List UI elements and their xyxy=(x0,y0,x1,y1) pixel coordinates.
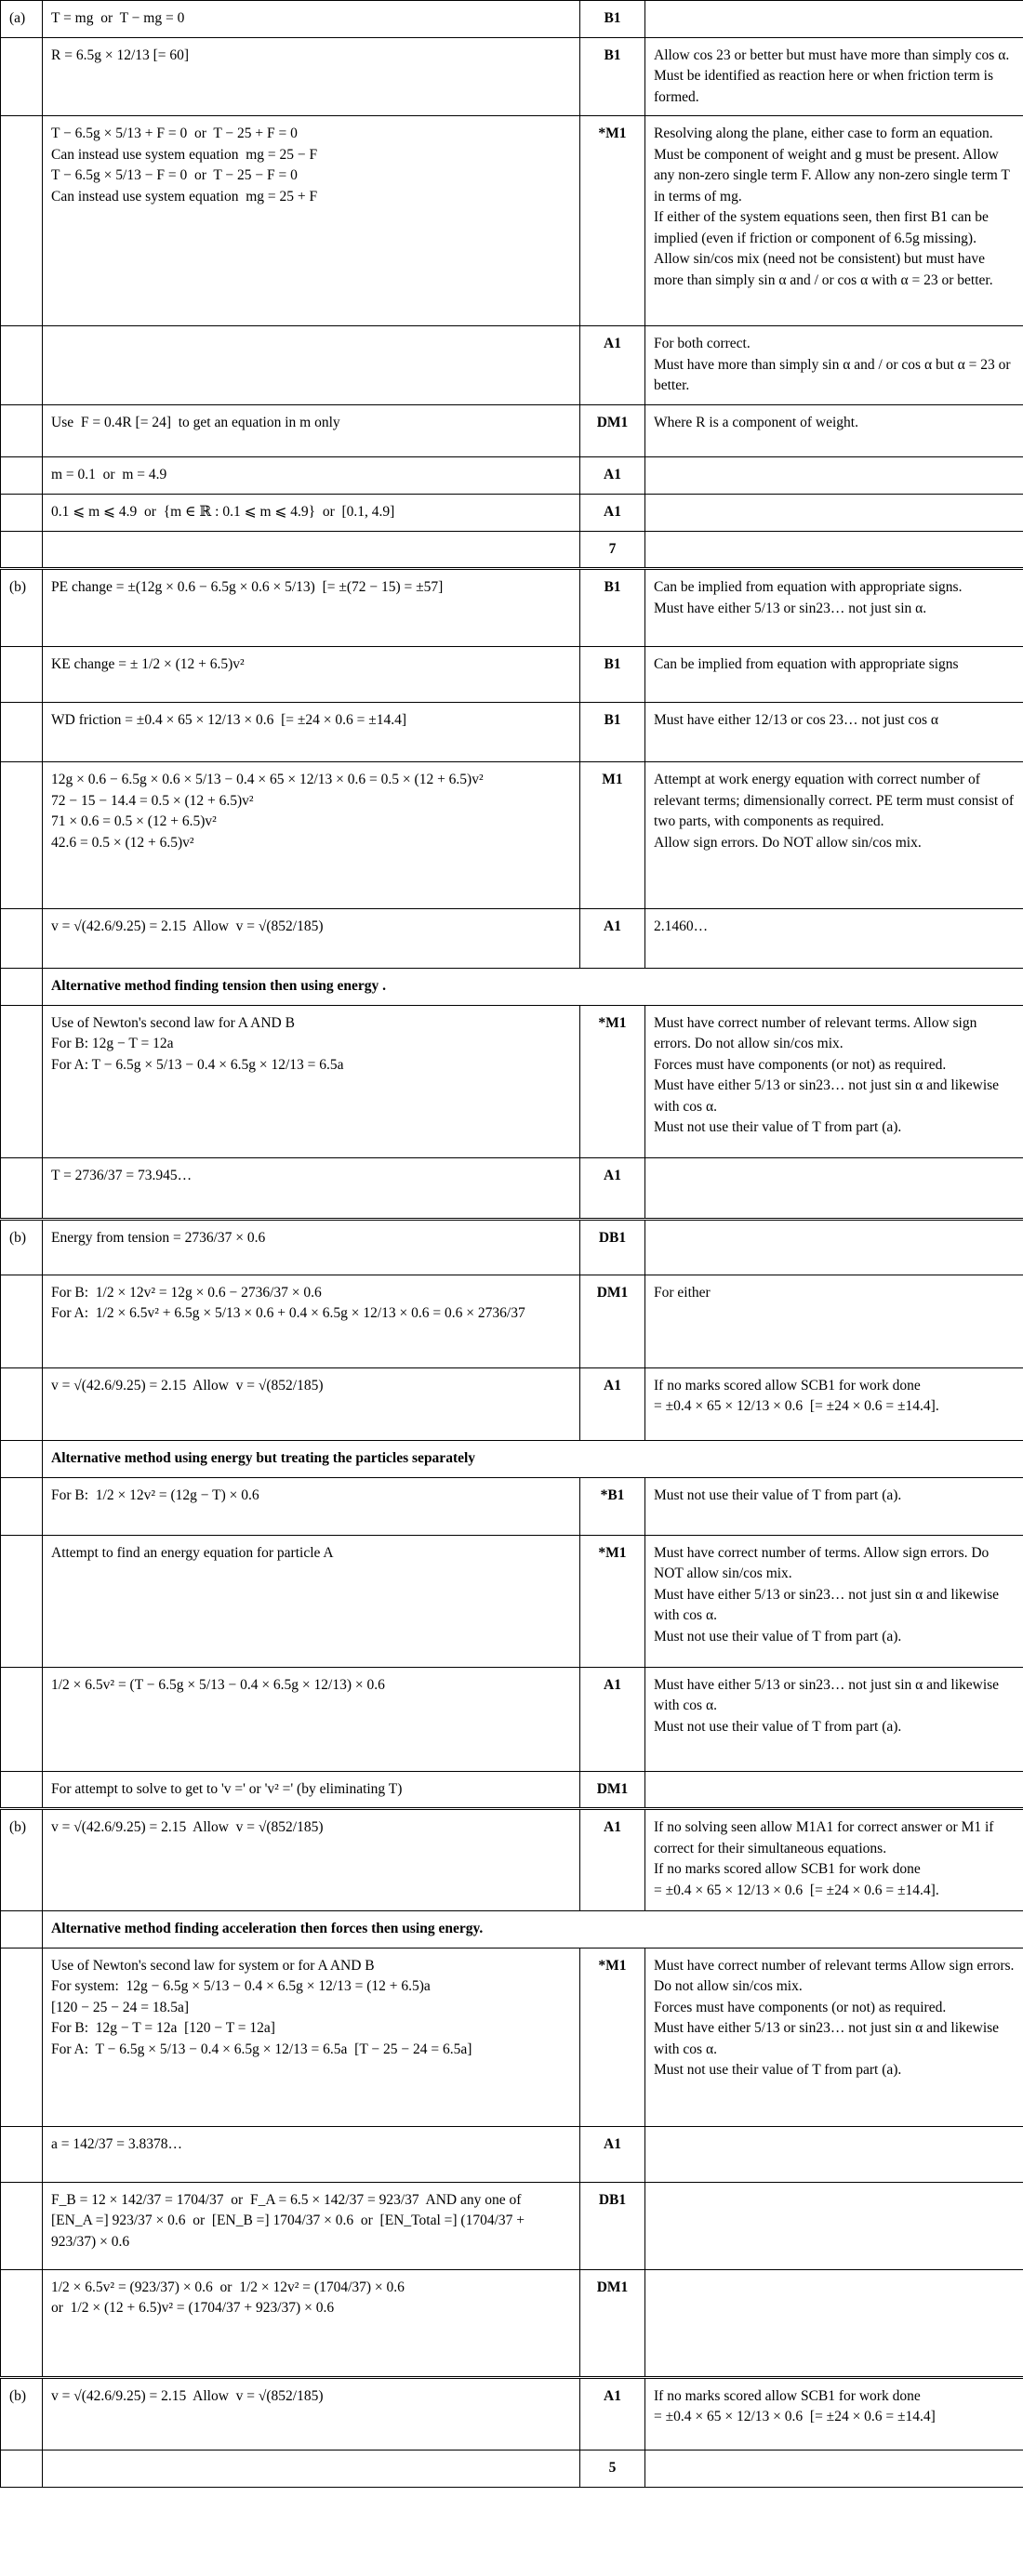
guidance-cell xyxy=(645,404,1023,456)
guidance-line: Can be implied from equation with appropriate signs xyxy=(654,656,959,673)
guidance-line: For both correct. xyxy=(654,336,751,352)
answer-line: v = √(42.6/9.25) = 2.15 Allow v = √(852/185) xyxy=(51,2387,324,2404)
question-part xyxy=(1,1275,43,1367)
answer-cell xyxy=(43,1367,580,1440)
answer-cell xyxy=(43,456,580,494)
mark-code: *M1 xyxy=(580,1948,645,2126)
answer-line: Energy from tension = 2736/37 × 0.6 xyxy=(51,1229,266,1246)
mark-row xyxy=(1,2126,1023,2182)
question-part xyxy=(1,647,43,703)
answer-cell xyxy=(43,1667,580,1771)
answer-line: 42.6 = 0.5 × (12 + 6.5)v² xyxy=(51,834,194,851)
mark-row xyxy=(1,2182,1023,2269)
mark-row xyxy=(1,1005,1023,1157)
mark-code: *M1 xyxy=(580,116,645,326)
mark-code: A1 xyxy=(580,1157,645,1219)
answer-line: 12g × 0.6 − 6.5g × 0.6 × 5/13 − 0.4 × 65 × 12/13 × 0.6 = 0.5 × (12 + 6.5)v² xyxy=(51,772,484,788)
answer-line: T = 2736/37 = 73.945… xyxy=(51,1167,193,1183)
answer-line: or 1/2 × (12 + 6.5)v² = (1704/37 + 923/37) × 0.6 xyxy=(51,2300,335,2317)
answer-line: For A: T − 6.5g × 5/13 − 0.4 × 6.5g × 12/13 = 6.5a [T − 25 − 24 = 6.5a] xyxy=(51,2041,472,2057)
mark-row xyxy=(1,1219,1023,1275)
mark-row xyxy=(1,494,1023,531)
mark-code: A1 xyxy=(580,494,645,531)
guidance-line: Must not use their value of T from part (a). xyxy=(654,1718,902,1735)
alternative-method-row xyxy=(1,1440,1023,1477)
guidance-cell xyxy=(645,2450,1023,2487)
guidance-cell xyxy=(645,531,1023,568)
question-part xyxy=(1,762,43,909)
mark-row xyxy=(1,456,1023,494)
mark-code: B1 xyxy=(580,569,645,647)
mark-code: B1 xyxy=(580,1,645,38)
guidance-line: Must have either 5/13 or sin23… not just sin α and likewise with cos α. xyxy=(654,2020,1003,2057)
answer-cell xyxy=(43,1535,580,1667)
answer-line: Attempt to find an energy equation for particle A xyxy=(51,1544,334,1561)
guidance-cell xyxy=(645,1367,1023,1440)
answer-line: v = √(42.6/9.25) = 2.15 Allow v = √(852/185) xyxy=(51,1377,324,1394)
answer-line: Use F = 0.4R [= 24] to get an equation in m only xyxy=(51,414,340,430)
answer-cell xyxy=(43,647,580,703)
answer-line: WD friction = ±0.4 × 65 × 12/13 × 0.6 [= ±24 × 0.6 = ±14.4] xyxy=(51,712,407,729)
guidance-line: Must have correct number of terms. Allow sign errors. Do NOT allow sin/cos mix. xyxy=(654,1544,993,1582)
guidance-cell xyxy=(645,456,1023,494)
answer-line: a = 142/37 = 3.8378… xyxy=(51,2135,183,2152)
mark-code: A1 xyxy=(580,456,645,494)
answer-cell xyxy=(43,326,580,404)
guidance-line: For either xyxy=(654,1284,711,1301)
total-row xyxy=(1,2450,1023,2487)
mark-code: A1 xyxy=(580,2126,645,2182)
answer-cell xyxy=(43,2182,580,2269)
question-part xyxy=(1,1367,43,1440)
answer-cell xyxy=(43,1477,580,1535)
guidance-cell xyxy=(645,703,1023,762)
answer-line: [EN_A =] 923/37 × 0.6 or [EN_B =] 1704/37 × 0.6 or [EN_Total =] (1704/37 + 923/37) × 0.6 xyxy=(51,2213,528,2250)
guidance-line: Where R is a component of weight. xyxy=(654,414,858,430)
guidance-cell xyxy=(645,1948,1023,2126)
answer-line: m = 0.1 or m = 4.9 xyxy=(51,466,167,482)
guidance-line: Must have correct number of relevant terms Allow sign errors. Do not allow sin/cos mix. xyxy=(654,1957,1018,1995)
mark-code: B1 xyxy=(580,647,645,703)
mark-row xyxy=(1,647,1023,703)
guidance-line: 2.1460… xyxy=(654,918,709,935)
answer-line: For A: 1/2 × 6.5v² + 6.5g × 5/13 × 0.6 + 0.4 × 6.5g × 12/13 × 0.6 = 0.6 × 2736/37 xyxy=(51,1305,525,1322)
guidance-cell xyxy=(645,494,1023,531)
alternative-method-heading: Alternative method finding tension then using energy . xyxy=(43,969,1023,1005)
mark-code: A1 xyxy=(580,326,645,404)
mark-code: *M1 xyxy=(580,1535,645,1667)
guidance-line: If no solving seen allow M1A1 for correct answer or M1 if correct for their simultaneous equations. xyxy=(654,1819,998,1856)
mark-code: *B1 xyxy=(580,1477,645,1535)
mark-code: *M1 xyxy=(580,1005,645,1157)
mark-row xyxy=(1,2377,1023,2450)
mark-row xyxy=(1,703,1023,762)
question-part xyxy=(1,1911,43,1948)
answer-line: 71 × 0.6 = 0.5 × (12 + 6.5)v² xyxy=(51,813,217,830)
mark-row xyxy=(1,2269,1023,2377)
answer-cell xyxy=(43,1,580,38)
guidance-line: If no marks scored allow SCB1 for work done xyxy=(654,2387,921,2404)
mark-code: A1 xyxy=(580,909,645,969)
answer-line: Use of Newton's second law for A AND B xyxy=(51,1014,295,1031)
answer-line: 1/2 × 6.5v² = (T − 6.5g × 5/13 − 0.4 × 6.5g × 12/13) × 0.6 xyxy=(51,1676,385,1693)
answer-cell xyxy=(43,2377,580,2450)
mark-code: DB1 xyxy=(580,2182,645,2269)
question-part xyxy=(1,2450,43,2487)
answer-line: For system: 12g − 6.5g × 5/13 − 0.4 × 6.5g × 12/13 = (12 + 6.5)a xyxy=(51,1978,431,1995)
question-part xyxy=(1,909,43,969)
guidance-line: Must have correct number of relevant terms. Allow sign errors. Do not allow sin/cos mix. xyxy=(654,1014,981,1052)
mark-row xyxy=(1,38,1023,116)
mark-row xyxy=(1,1367,1023,1440)
answer-line: For B: 1/2 × 12v² = (12g − T) × 0.6 xyxy=(51,1486,259,1503)
answer-cell xyxy=(43,1809,580,1911)
question-part xyxy=(1,703,43,762)
answer-line: KE change = ± 1/2 × (12 + 6.5)v² xyxy=(51,656,245,673)
guidance-line: = ±0.4 × 65 × 12/13 × 0.6 [= ±24 × 0.6 = ±14.4]. xyxy=(654,1882,939,1898)
answer-line: For A: T − 6.5g × 5/13 − 0.4 × 6.5g × 12/13 = 6.5a xyxy=(51,1056,344,1073)
guidance-line: Must not use their value of T from part (a). xyxy=(654,1628,902,1645)
mark-code: M1 xyxy=(580,762,645,909)
guidance-line: If no marks scored allow SCB1 for work done xyxy=(654,1861,921,1878)
mark-row xyxy=(1,1535,1023,1667)
guidance-cell xyxy=(645,647,1023,703)
guidance-cell xyxy=(645,1005,1023,1157)
guidance-line: Must not use their value of T from part (a). xyxy=(654,1119,902,1136)
mark-row xyxy=(1,569,1023,647)
total-row xyxy=(1,531,1023,568)
answer-line: T − 6.5g × 5/13 + F = 0 or T − 25 + F = 0 xyxy=(51,125,298,142)
question-part: (b) xyxy=(1,1219,43,1275)
answer-cell xyxy=(43,1219,580,1275)
answer-line: 0.1 ⩽ m ⩽ 4.9 or {m ∈ ℝ : 0.1 ⩽ m ⩽ 4.9} or [0.1, 4.9] xyxy=(51,503,395,520)
question-part xyxy=(1,969,43,1005)
guidance-cell xyxy=(645,116,1023,326)
guidance-cell xyxy=(645,1,1023,38)
mark-code: DM1 xyxy=(580,1771,645,1808)
answer-line: 72 − 15 − 14.4 = 0.5 × (12 + 6.5)v² xyxy=(51,792,254,809)
question-part xyxy=(1,1440,43,1477)
alternative-method-row xyxy=(1,969,1023,1005)
guidance-line: Must have either 5/13 or sin23… not just sin α and likewise with cos α. xyxy=(654,1586,1003,1624)
mark-code: B1 xyxy=(580,703,645,762)
answer-cell xyxy=(43,1005,580,1157)
question-part: (b) xyxy=(1,569,43,647)
answer-cell xyxy=(43,1157,580,1219)
guidance-cell xyxy=(645,2182,1023,2269)
answer-cell xyxy=(43,1275,580,1367)
guidance-cell xyxy=(645,2269,1023,2377)
guidance-cell xyxy=(645,2377,1023,2450)
question-part xyxy=(1,38,43,116)
mark-code: DM1 xyxy=(580,2269,645,2377)
answer-line: For B: 12g − T = 12a xyxy=(51,1036,174,1052)
guidance-cell xyxy=(645,2126,1023,2182)
question-part xyxy=(1,1005,43,1157)
answer-line: For B: 1/2 × 12v² = 12g × 0.6 − 2736/37 × 0.6 xyxy=(51,1284,322,1301)
guidance-cell xyxy=(645,1809,1023,1911)
mark-row xyxy=(1,1771,1023,1808)
guidance-line: If no marks scored allow SCB1 for work done xyxy=(654,1377,921,1394)
mark-code: A1 xyxy=(580,1367,645,1440)
guidance-line: = ±0.4 × 65 × 12/13 × 0.6 [= ±24 × 0.6 = ±14.4]. xyxy=(654,1398,939,1415)
guidance-line: Allow sin/cos mix (need not be consistent) but must have more than simply sin α and / or cos α with α = 23 or better. xyxy=(654,251,993,288)
answer-line: 1/2 × 6.5v² = (923/37) × 0.6 or 1/2 × 12v² = (1704/37) × 0.6 xyxy=(51,2279,405,2295)
guidance-line: Allow sign errors. Do NOT allow sin/cos mix. xyxy=(654,834,922,851)
answer-cell xyxy=(43,531,580,568)
answer-cell xyxy=(43,703,580,762)
mark-row xyxy=(1,1948,1023,2126)
answer-line: Can instead use system equation mg = 25 − F xyxy=(51,146,318,163)
question-part: (b) xyxy=(1,1809,43,1911)
answer-cell xyxy=(43,2126,580,2182)
answer-cell xyxy=(43,404,580,456)
question-part xyxy=(1,116,43,326)
answer-cell xyxy=(43,38,580,116)
question-part xyxy=(1,1667,43,1771)
mark-code: A1 xyxy=(580,2377,645,2450)
mark-code: DM1 xyxy=(580,1275,645,1367)
answer-cell xyxy=(43,2269,580,2377)
guidance-cell xyxy=(645,1219,1023,1275)
guidance-line: Must not use their value of T from part (a). xyxy=(654,2062,902,2079)
guidance-cell xyxy=(645,762,1023,909)
guidance-cell xyxy=(645,326,1023,404)
guidance-line: Attempt at work energy equation with correct number of relevant terms; dimensionally correct. PE term must consist of two parts, with components as required. xyxy=(654,772,1017,830)
answer-line: R = 6.5g × 12/13 [= 60] xyxy=(51,47,190,63)
guidance-line: Must have either 5/13 or sin23… not just sin α and likewise with cos α. xyxy=(654,1077,1003,1115)
guidance-cell xyxy=(645,1275,1023,1367)
answer-line: T = mg or T − mg = 0 xyxy=(51,10,185,26)
question-part xyxy=(1,1948,43,2126)
answer-line: v = √(42.6/9.25) = 2.15 Allow v = √(852/185) xyxy=(51,1819,324,1836)
guidance-line: = ±0.4 × 65 × 12/13 × 0.6 [= ±24 × 0.6 = ±14.4] xyxy=(654,2409,936,2425)
question-part xyxy=(1,404,43,456)
question-part xyxy=(1,494,43,531)
question-part xyxy=(1,1477,43,1535)
question-part xyxy=(1,1771,43,1808)
question-part xyxy=(1,2269,43,2377)
answer-line: [120 − 25 − 24 = 18.5a] xyxy=(51,1999,190,2015)
answer-cell xyxy=(43,1948,580,2126)
guidance-line: Resolving along the plane, either case to form an equation. Must be component of weight and g must be present. Allow any non-zero single term F. Allow any non-zero single term T in terms of mg. xyxy=(654,125,1014,205)
mark-row xyxy=(1,116,1023,326)
question-part: (b) xyxy=(1,2377,43,2450)
answer-line: v = √(42.6/9.25) = 2.15 Allow v = √(852/185) xyxy=(51,918,324,935)
guidance-line: Allow cos 23 or better but must have more than simply cos α. Must be identified as reaction here or when friction term is formed. xyxy=(654,47,1014,105)
answer-cell xyxy=(43,1771,580,1808)
answer-cell xyxy=(43,2450,580,2487)
answer-cell xyxy=(43,569,580,647)
answer-cell xyxy=(43,116,580,326)
guidance-line: Must have either 5/13 or sin23… not just sin α and likewise with cos α. xyxy=(654,1676,1003,1714)
answer-cell xyxy=(43,909,580,969)
question-part: (a) xyxy=(1,1,43,38)
guidance-cell xyxy=(645,909,1023,969)
guidance-line: Can be implied from equation with appropriate signs. xyxy=(654,579,963,596)
question-part xyxy=(1,1157,43,1219)
answer-cell xyxy=(43,762,580,909)
guidance-line: If either of the system equations seen, then first B1 can be implied (even if friction or component of 6.5g missing). xyxy=(654,209,992,246)
guidance-cell xyxy=(645,1771,1023,1808)
guidance-cell xyxy=(645,569,1023,647)
question-part xyxy=(1,1535,43,1667)
question-part xyxy=(1,2126,43,2182)
guidance-line: Must have either 12/13 or cos 23… not just cos α xyxy=(654,712,939,729)
mark-code: DM1 xyxy=(580,404,645,456)
guidance-cell xyxy=(645,1477,1023,1535)
question-part xyxy=(1,326,43,404)
mark-scheme-body xyxy=(1,1,1023,2488)
mark-row xyxy=(1,1667,1023,1771)
answer-line: T − 6.5g × 5/13 − F = 0 or T − 25 − F = 0 xyxy=(51,167,298,184)
alternative-method-row xyxy=(1,1911,1023,1948)
mark-row xyxy=(1,762,1023,909)
mark-code: A1 xyxy=(580,1809,645,1911)
mark-row xyxy=(1,909,1023,969)
guidance-line: Forces must have components (or not) as required. xyxy=(654,1999,947,2015)
question-part xyxy=(1,456,43,494)
alternative-method-heading: Alternative method using energy but treating the particles separately xyxy=(43,1440,1023,1477)
mark-row xyxy=(1,404,1023,456)
answer-line: For attempt to solve to get to 'v =' or 'v² =' (by eliminating T) xyxy=(51,1780,403,1797)
guidance-cell xyxy=(645,1667,1023,1771)
guidance-cell xyxy=(645,1535,1023,1667)
answer-line: PE change = ±(12g × 0.6 − 6.5g × 0.6 × 5/13) [= ±(72 − 15) = ±57] xyxy=(51,579,444,596)
total-marks: 5 xyxy=(580,2450,645,2487)
guidance-cell xyxy=(645,1157,1023,1219)
mark-row xyxy=(1,1275,1023,1367)
mark-row xyxy=(1,1157,1023,1219)
mark-row xyxy=(1,1,1023,38)
answer-line: For B: 12g − T = 12a [120 − T = 12a] xyxy=(51,2020,275,2037)
guidance-line: Must have either 5/13 or sin23… not just sin α. xyxy=(654,600,927,616)
mark-code: B1 xyxy=(580,38,645,116)
guidance-line: Must not use their value of T from part (a). xyxy=(654,1486,902,1503)
guidance-line: Must have more than simply sin α and / or cos α but α = 23 or better. xyxy=(654,356,1015,394)
mark-code: DB1 xyxy=(580,1219,645,1275)
alternative-method-heading: Alternative method finding acceleration then forces then using energy. xyxy=(43,1911,1023,1948)
answer-line: Can instead use system equation mg = 25 + F xyxy=(51,188,318,205)
mark-row xyxy=(1,326,1023,404)
mark-row xyxy=(1,1809,1023,1911)
answer-line: Use of Newton's second law for system or for A AND B xyxy=(51,1957,375,1974)
guidance-line: Forces must have components (or not) as required. xyxy=(654,1056,947,1073)
mark-row xyxy=(1,1477,1023,1535)
total-marks: 7 xyxy=(580,531,645,568)
guidance-cell xyxy=(645,38,1023,116)
question-part xyxy=(1,531,43,568)
answer-cell xyxy=(43,494,580,531)
question-part xyxy=(1,2182,43,2269)
answer-line: F_B = 12 × 142/37 = 1704/37 or F_A = 6.5 × 142/37 = 923/37 AND any one of xyxy=(51,2191,522,2208)
mark-code: A1 xyxy=(580,1667,645,1771)
